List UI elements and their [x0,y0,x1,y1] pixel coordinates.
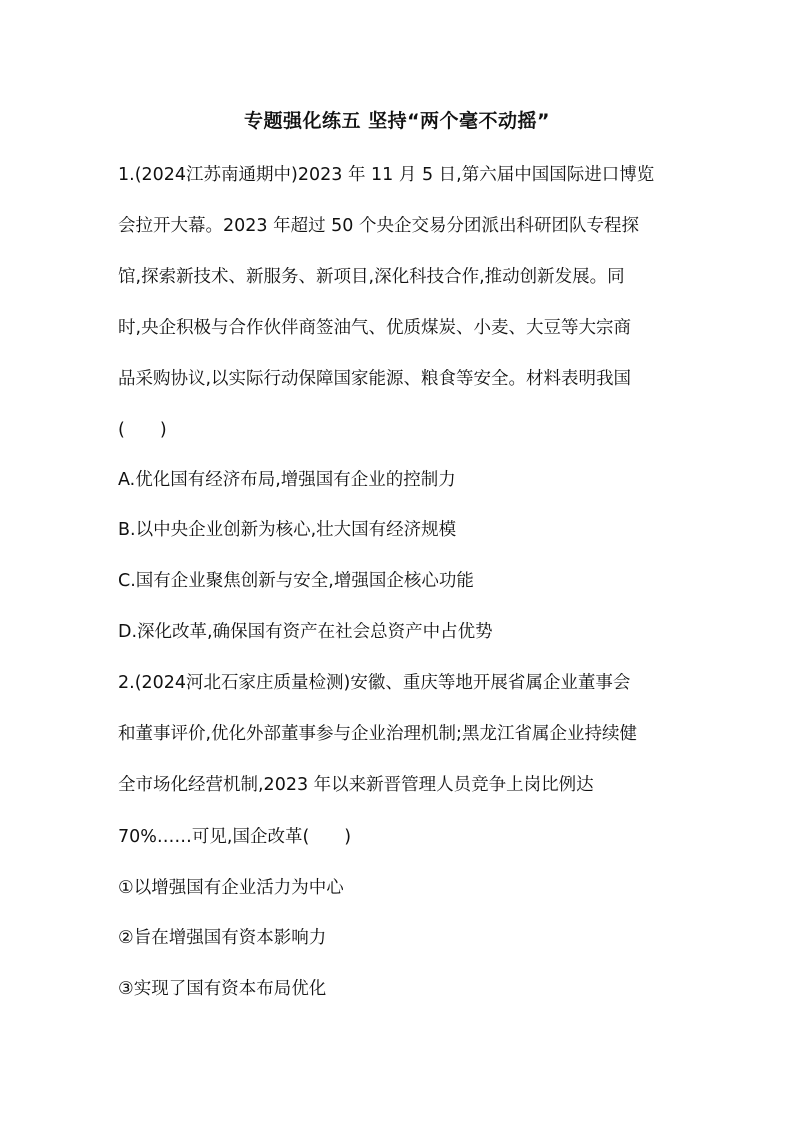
q1-option-a: A.优化国有经济布局,增强国有企业的控制力 [118,470,456,490]
q1-line-1: 1.(2024江苏南通期中)2023 年 11 月 5 日,第六届中国国际进口博览 [118,165,655,185]
q1-option-d: D.深化改革,确保国有资产在社会总资产中占优势 [118,622,493,642]
q2-line-2: 和董事评价,优化外部董事参与企业治理机制;黑龙江省属企业持续健 [118,724,637,744]
q2-line-4: 70%……可见,国企改革( ) [118,827,352,847]
q1-line-5: 品采购协议,以实际行动保障国家能源、粮食等安全。材料表明我国 [118,369,632,389]
q1-line-4: 时,央企积极与合作伙伴商签油气、优质煤炭、小麦、大豆等大宗商 [118,318,632,338]
q2-item-3: ③实现了国有资本布局优化 [118,979,327,999]
q1-option-b: B.以中央企业创新为核心,壮大国有经济规模 [118,520,457,540]
q1-answer-blank: ( ) [118,420,167,440]
q1-line-3: 馆,探索新技术、新服务、新项目,深化科技合作,推动创新发展。同 [118,267,625,287]
q1-line-2: 会拉开大幕。2023 年超过 50 个央企交易分团派出科研团队专程探 [118,216,639,236]
q2-line-3: 全市场化经营机制,2023 年以来新晋管理人员竞争上岗比例达 [118,775,594,795]
q2-item-1: ①以增强国有企业活力为中心 [118,878,344,898]
page-title: 专题强化练五 坚持“两个毫不动摇” [243,110,551,132]
q1-option-c: C.国有企业聚焦创新与安全,增强国企核心功能 [118,571,474,591]
q2-item-2: ②旨在增强国有资本影响力 [118,928,327,948]
q2-line-1: 2.(2024河北石家庄质量检测)安徽、重庆等地开展省属企业董事会 [118,673,631,693]
